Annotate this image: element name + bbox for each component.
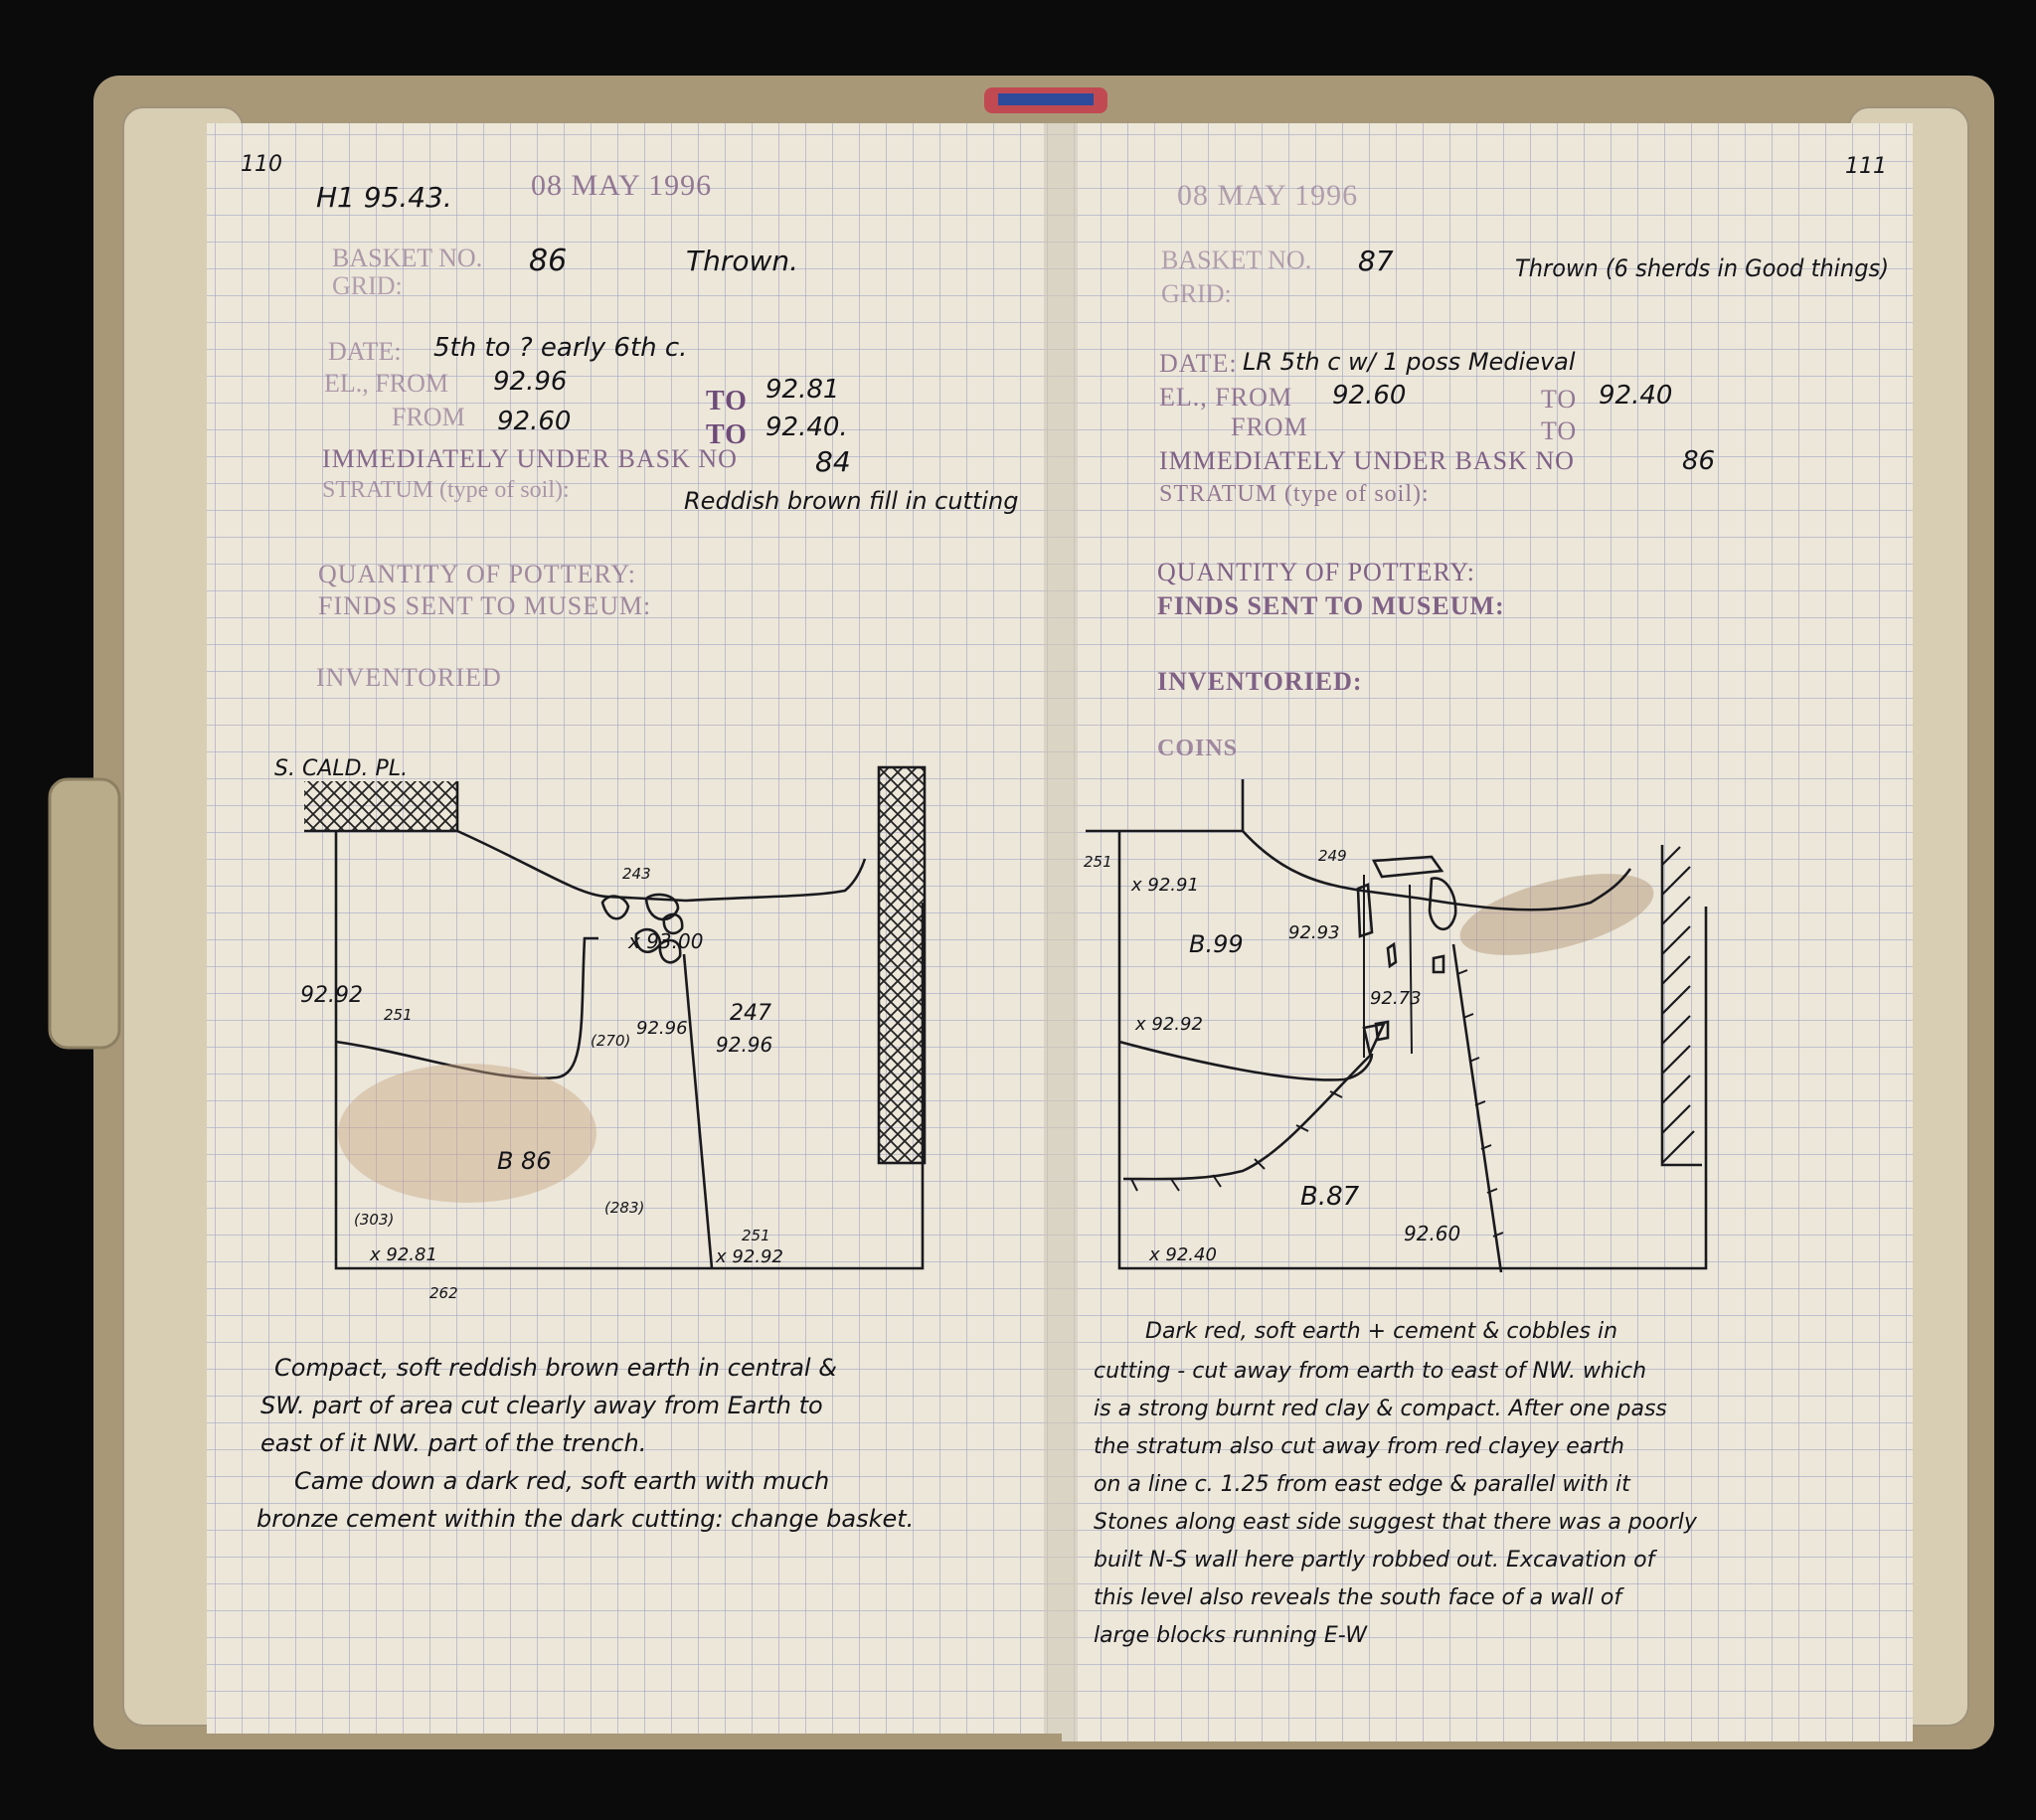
left-wall-hatch-right <box>879 767 925 1163</box>
right-locus-251: 251 <box>1084 853 1112 871</box>
right-level-92-60: 92.60 <box>1404 1222 1461 1245</box>
left-locus-262: 262 <box>429 1284 458 1302</box>
left-basket-action: Thrown. <box>686 245 799 277</box>
right-coins-label: COINS <box>1157 736 1239 761</box>
right-note-line: cutting - cut away from earth to east of NW. which <box>1094 1359 1647 1384</box>
left-to-label-1: TO <box>706 386 748 416</box>
right-level-92-91: x 92.91 <box>1131 875 1199 896</box>
left-note-line: Compact, soft reddish brown earth in central & <box>274 1354 837 1382</box>
right-basket-action: Thrown (6 sherds in Good things) <box>1515 254 1889 282</box>
left-grid-label: GRID: <box>332 271 403 300</box>
right-basket-b87: B.87 <box>1300 1182 1360 1212</box>
left-note-line: east of it NW. part of the trench. <box>260 1429 647 1457</box>
right-el-from-label: EL., FROM <box>1159 383 1292 412</box>
left-el-to-2: 92.40. <box>765 413 848 442</box>
left-basket-label: BASKET NO. <box>332 244 483 272</box>
left-date-label: DATE: <box>328 337 402 366</box>
bookmark-band <box>50 779 119 1048</box>
left-locus-270: (270) <box>591 1032 631 1050</box>
left-date-value: 5th to ? early 6th c. <box>433 333 688 363</box>
right-stratum-label: STRATUM (type of soil): <box>1159 481 1430 507</box>
left-level-92-96-b: 92.96 <box>716 1033 773 1057</box>
left-locus-243: 243 <box>622 865 651 883</box>
left-locus-247: 247 <box>730 1001 771 1026</box>
right-note-line: this level also reveals the south face of a wall of <box>1094 1585 1622 1610</box>
right-level-92-73: 92.73 <box>1370 988 1422 1009</box>
left-pottery-label: QUANTITY OF POTTERY: <box>318 560 636 588</box>
left-el-to-1: 92.81 <box>765 375 840 405</box>
left-stratum-value: Reddish brown fill in cutting <box>684 487 1019 515</box>
right-note-line: built N-S wall here partly robbed out. Excavation of <box>1094 1548 1655 1572</box>
right-level-92-93: 92.93 <box>1288 922 1340 943</box>
right-under-value: 86 <box>1682 446 1716 476</box>
left-note-line: Came down a dark red, soft earth with much <box>294 1467 830 1495</box>
left-level-92-81: x 92.81 <box>370 1244 437 1265</box>
left-level-93-00: x 93.00 <box>628 929 704 953</box>
left-el-from-1: 92.96 <box>493 367 568 397</box>
left-level-92-92-b: x 92.92 <box>716 1246 783 1267</box>
right-grid-label: GRID: <box>1161 279 1232 308</box>
right-basket-no: 87 <box>1358 245 1394 277</box>
left-level-92-96-a: 92.96 <box>636 1018 688 1039</box>
left-locus-283: (283) <box>604 1199 645 1217</box>
left-to-label-2: TO <box>706 419 748 450</box>
left-stratum-label: STRATUM (type of soil): <box>322 477 570 503</box>
right-level-92-40: x 92.40 <box>1149 1244 1217 1265</box>
right-date-stamp: 08 MAY 1996 <box>1177 179 1359 212</box>
spine-stitching-blue <box>998 93 1094 105</box>
right-notes <box>1094 1319 1698 1648</box>
right-locus-249: 249 <box>1318 847 1347 865</box>
left-date-stamp: 08 MAY 1996 <box>531 169 713 202</box>
left-from-label: FROM <box>392 403 465 431</box>
right-note-line: is a strong burnt red clay & compact. After one pass <box>1094 1397 1667 1421</box>
right-pottery-label: QUANTITY OF POTTERY: <box>1157 558 1475 586</box>
left-sketch-label: S. CALD. PL. <box>274 756 409 781</box>
right-page-number: 111 <box>1845 154 1887 179</box>
left-basket-b86: B 86 <box>497 1147 552 1175</box>
left-basket-no: 86 <box>529 244 568 278</box>
right-date-label: DATE: <box>1159 349 1238 378</box>
left-page-number: 110 <box>241 152 282 177</box>
left-under-label: IMMEDIATELY UNDER BASK NO <box>322 444 738 473</box>
right-note-line: the stratum also cut away from red clayey earth <box>1094 1434 1624 1459</box>
right-note-line: Stones along east side suggest that there was a poorly <box>1094 1510 1697 1535</box>
right-from-label: FROM <box>1231 413 1308 441</box>
right-level-92-92: x 92.92 <box>1135 1014 1203 1035</box>
right-el-from-1: 92.60 <box>1332 381 1407 411</box>
left-el-from-label: EL., FROM <box>324 369 448 398</box>
right-to-label-2: TO <box>1541 416 1578 445</box>
left-inventoried-label: INVENTORIED <box>316 663 502 692</box>
left-museum-label: FINDS SENT TO MUSEUM: <box>318 591 652 620</box>
left-locus-303: (303) <box>354 1211 395 1229</box>
right-el-to-1: 92.40 <box>1599 381 1673 411</box>
left-header-note: H1 95.43. <box>316 181 452 214</box>
right-note-line: large blocks running E-W <box>1094 1623 1368 1648</box>
left-level-92-92-a: 92.92 <box>300 983 363 1008</box>
right-to-label-1: TO <box>1541 385 1578 414</box>
right-inventoried-label: INVENTORIED: <box>1157 667 1363 696</box>
right-note-line: on a line c. 1.25 from east edge & parallel with it <box>1094 1472 1630 1497</box>
right-basket-b99: B.99 <box>1189 930 1244 958</box>
right-date-value: LR 5th c w/ 1 poss Medieval <box>1243 348 1576 376</box>
right-basket-label: BASKET NO. <box>1161 246 1312 274</box>
left-locus-251b: 251 <box>742 1227 770 1244</box>
right-museum-label: FINDS SENT TO MUSEUM: <box>1157 591 1505 620</box>
right-under-label: IMMEDIATELY UNDER BASK NO <box>1159 446 1575 475</box>
left-soil-stain <box>338 1064 596 1203</box>
left-note-line: bronze cement within the dark cutting: change basket. <box>256 1505 915 1533</box>
left-under-value: 84 <box>815 445 851 478</box>
left-wall-hatch-top <box>304 781 457 831</box>
right-note-line: Dark red, soft earth + cement & cobbles in <box>1145 1319 1618 1344</box>
left-el-from-2: 92.60 <box>497 407 572 436</box>
left-locus-251a: 251 <box>384 1006 413 1024</box>
left-note-line: SW. part of area cut clearly away from Earth to <box>260 1392 823 1419</box>
